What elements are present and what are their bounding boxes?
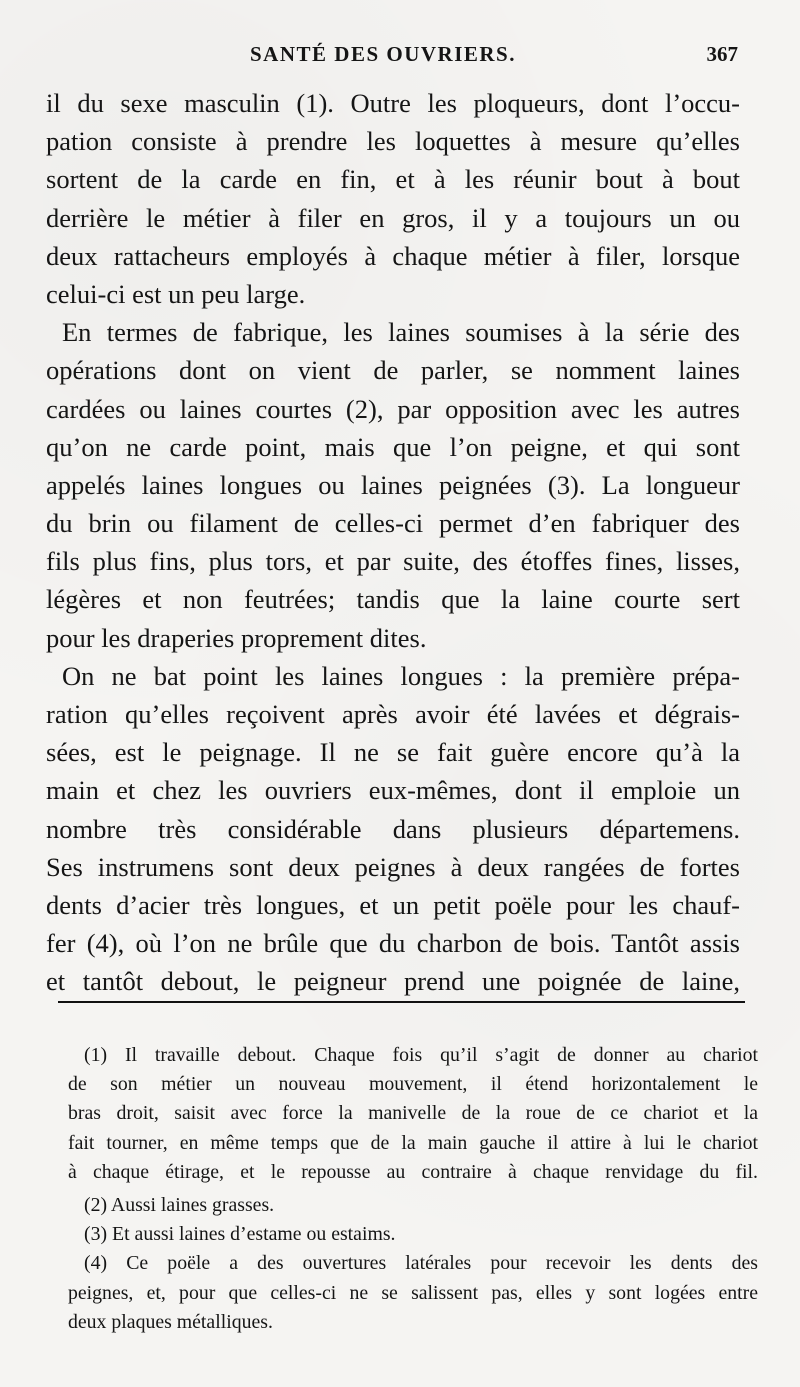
page-header — [220, 42, 738, 72]
footnote-line: (4) Ce poële a des ouvertures latérales pour recevoir les dents des — [84, 1252, 758, 1275]
text-line: fils plus fins, plus tors, et par suite, des étoffes fines, lisses, — [46, 546, 740, 577]
footnote-line: deux plaques métalliques. — [68, 1310, 273, 1333]
text-line: fer (4), où l’on ne brûle que du charbon de bois. Tantôt assis — [46, 928, 740, 959]
main-text — [46, 84, 740, 1001]
text-line: sées, est le peignage. Il ne se fait guère encore qu’à la — [46, 737, 740, 768]
footnote-line: de son métier un nouveau mouvement, il étend horizontalement le — [68, 1073, 758, 1096]
text-line: ration qu’elles reçoivent après avoir été lavées et dégrais- — [46, 699, 740, 729]
text-line: du brin ou filament de celles-ci permet d’en fabriquer des — [46, 508, 740, 539]
text-line: qu’on ne carde point, mais que l’on peigne, et qui sont — [46, 431, 740, 462]
text-line: cardées ou laines courtes (2), par opposition avec les autres — [46, 393, 740, 424]
footnotes — [68, 1041, 758, 1337]
footnote-line: à chaque étirage, et le repousse au contraire à chaque renvidage du fil. — [68, 1160, 758, 1183]
text-line: derrière le métier à filer en gros, il y a toujours un ou — [46, 202, 740, 233]
text-line: deux rattacheurs employés à chaque métier à filer, lorsque — [46, 240, 740, 271]
text-line: nombre très considérable dans plusieurs départemens. — [46, 813, 740, 844]
text-line: appelés laines longues ou laines peignées (3). La longueur — [46, 469, 740, 500]
footnote-separator — [58, 1001, 745, 1003]
running-title: SANTÉ DES OUVRIERS. — [250, 42, 516, 66]
text-line: sortent de la carde en fin, et à les réunir bout à bout — [46, 164, 740, 195]
text-line: légères et non feutrées; tandis que la laine courte sert — [46, 584, 740, 615]
text-line: opérations dont on vient de parler, se nomment laines — [46, 355, 740, 386]
text-line: dents d’acier très longues, et un petit poële pour les chauf- — [46, 889, 740, 920]
text-line: pour les draperies proprement dites. — [46, 622, 427, 653]
text-line: Ses instrumens sont deux peignes à deux rangées de fortes — [46, 851, 740, 882]
page-number: 367 — [706, 42, 738, 66]
footnote-line: (3) Et aussi laines d’estame ou estaims. — [84, 1223, 396, 1246]
footnote-line: (2) Aussi laines grasses. — [84, 1193, 275, 1216]
text-line: On ne bat point les laines longues : la première prépa- — [62, 660, 740, 691]
footnote-line: fait tourner, en même temps que de la main gauche il attire à lui le chariot — [68, 1131, 758, 1154]
footnote-line: peignes, et, pour que celles-ci ne se salissent pas, elles y sont logées entre — [68, 1281, 758, 1304]
text-line: celui-ci est un peu large. — [46, 278, 306, 309]
text-line: il du sexe masculin (1). Outre les ploqueurs, dont l’occu- — [46, 88, 740, 118]
text-line: En termes de fabrique, les laines soumises à la série des — [62, 317, 740, 348]
footnote-line: (1) Il travaille debout. Chaque fois qu’il s’agit de donner au chariot — [84, 1044, 758, 1066]
text-line: et tantôt debout, le peigneur prend une poignée de laine, — [46, 966, 740, 997]
text-line: pation consiste à prendre les loquettes à mesure qu’elles — [46, 126, 740, 157]
text-line: main et chez les ouvriers eux-mêmes, dont il emploie un — [46, 775, 740, 806]
footnote-line: bras droit, saisit avec force la manivelle de la roue de ce chariot et la — [68, 1102, 758, 1125]
